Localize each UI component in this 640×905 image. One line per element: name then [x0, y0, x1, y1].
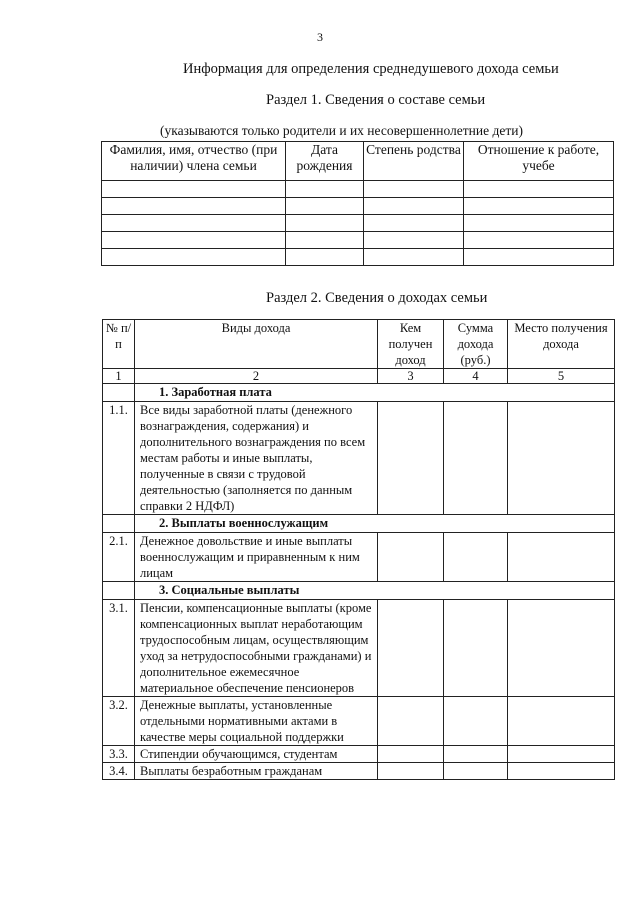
- group-heading-row: [103, 582, 615, 600]
- group-title: 1. Заработная плата: [135, 384, 615, 402]
- row-number: 3.1.: [103, 600, 135, 697]
- empty-cell: [102, 249, 286, 266]
- empty-cell: [464, 198, 614, 215]
- table-row: [103, 600, 615, 697]
- empty-cell: [102, 232, 286, 249]
- income-type: Денежное довольствие и иные выплаты военнослужащим и приравненным к ним лицам: [135, 533, 378, 582]
- empty-cell: [444, 600, 508, 697]
- row-number: 1.1.: [103, 402, 135, 515]
- empty-cell: [444, 533, 508, 582]
- row-number: 3.4.: [103, 763, 135, 780]
- column-number: 1: [103, 369, 135, 384]
- empty-cell: [464, 249, 614, 266]
- table-row: [102, 198, 614, 215]
- empty-cell: [378, 746, 444, 763]
- empty-cell: [508, 402, 615, 515]
- empty-cell: [286, 232, 364, 249]
- column-header-amount: Сумма дохода (руб.): [444, 320, 508, 369]
- empty-cell: [378, 697, 444, 746]
- empty-cell: [102, 215, 286, 232]
- table-row: [102, 232, 614, 249]
- income-type: Все виды заработной платы (денежного вознаграждения, содержания) и дополнительного вознаграждения по всем местам работы и иные выплаты, полученные в связи с трудовой деятельностью (заполняется по данным справки 2 НДФЛ): [135, 402, 378, 515]
- table-row: [103, 402, 615, 515]
- column-header-source: Место получения дохода: [508, 320, 615, 369]
- empty-cell: [364, 198, 464, 215]
- table-row: [102, 215, 614, 232]
- row-number: 3.3.: [103, 746, 135, 763]
- empty-cell: [286, 181, 364, 198]
- empty-cell: [508, 533, 615, 582]
- empty-cell: [464, 215, 614, 232]
- column-number: 4: [444, 369, 508, 384]
- empty-cell: [508, 600, 615, 697]
- group-title: 2. Выплаты военнослужащим: [135, 515, 615, 533]
- empty-cell: [286, 198, 364, 215]
- empty-cell: [508, 746, 615, 763]
- empty-cell: [464, 232, 614, 249]
- empty-cell: [286, 249, 364, 266]
- empty-cell: [378, 763, 444, 780]
- table-row: [102, 181, 614, 198]
- table-header-row: [102, 142, 614, 181]
- document-title: Информация для определения среднедушевого дохода семьи: [183, 61, 559, 77]
- table-row: [103, 746, 615, 763]
- column-header-birthdate: Дата рождения: [286, 142, 364, 181]
- column-header-recipient: Кем получен доход: [378, 320, 444, 369]
- table-row: [102, 249, 614, 266]
- column-number: 2: [135, 369, 378, 384]
- group-title: 3. Социальные выплаты: [135, 582, 615, 600]
- empty-cell: [364, 249, 464, 266]
- family-composition-table: [101, 141, 614, 266]
- page-number: 3: [317, 30, 323, 44]
- group-heading-row: [103, 515, 615, 533]
- empty-cell: [508, 763, 615, 780]
- empty-cell: [444, 697, 508, 746]
- section1-heading: Раздел 1. Сведения о составе семьи: [266, 92, 486, 108]
- empty-cell: [508, 697, 615, 746]
- row-number: 3.2.: [103, 697, 135, 746]
- table-row: [103, 533, 615, 582]
- group-heading-row: [103, 384, 615, 402]
- empty-cell: [103, 582, 135, 600]
- column-header-occupation: Отношение к работе, учебе: [464, 142, 614, 181]
- empty-cell: [464, 181, 614, 198]
- empty-cell: [378, 600, 444, 697]
- table-row: [103, 697, 615, 746]
- income-type: Стипендии обучающимся, студентам: [135, 746, 378, 763]
- income-type: Выплаты безработным гражданам: [135, 763, 378, 780]
- empty-cell: [102, 198, 286, 215]
- column-number-row: [103, 369, 615, 384]
- income-type: Денежные выплаты, установленные отдельными нормативными актами в качестве меры социальной поддержки: [135, 697, 378, 746]
- empty-cell: [444, 763, 508, 780]
- empty-cell: [286, 215, 364, 232]
- column-header-relation: Степень родства: [364, 142, 464, 181]
- empty-cell: [444, 746, 508, 763]
- empty-cell: [364, 232, 464, 249]
- income-type: Пенсии, компенсационные выплаты (кроме компенсационных выплат неработающим трудоспособным лицам, осуществляющим уход за нетрудоспособными гражданами) и дополнительное ежемесячное материальное обеспечение пенсионеров: [135, 600, 378, 697]
- section2-heading: Раздел 2. Сведения о доходах семьи: [266, 290, 488, 306]
- empty-cell: [364, 181, 464, 198]
- empty-cell: [102, 181, 286, 198]
- empty-cell: [103, 515, 135, 533]
- table-header-row: [103, 320, 615, 369]
- empty-cell: [364, 215, 464, 232]
- column-number: 3: [378, 369, 444, 384]
- section1-note: (указываются только родители и их несовершеннолетние дети): [160, 123, 523, 138]
- column-header-income-type: Виды дохода: [135, 320, 378, 369]
- empty-cell: [378, 402, 444, 515]
- empty-cell: [444, 402, 508, 515]
- empty-cell: [378, 533, 444, 582]
- column-number: 5: [508, 369, 615, 384]
- table-row: [103, 763, 615, 780]
- column-header-name: Фамилия, имя, отчество (при наличии) члена семьи: [102, 142, 286, 181]
- empty-cell: [103, 384, 135, 402]
- family-income-table: [102, 319, 615, 780]
- row-number: 2.1.: [103, 533, 135, 582]
- column-header-number: № п/п: [103, 320, 135, 369]
